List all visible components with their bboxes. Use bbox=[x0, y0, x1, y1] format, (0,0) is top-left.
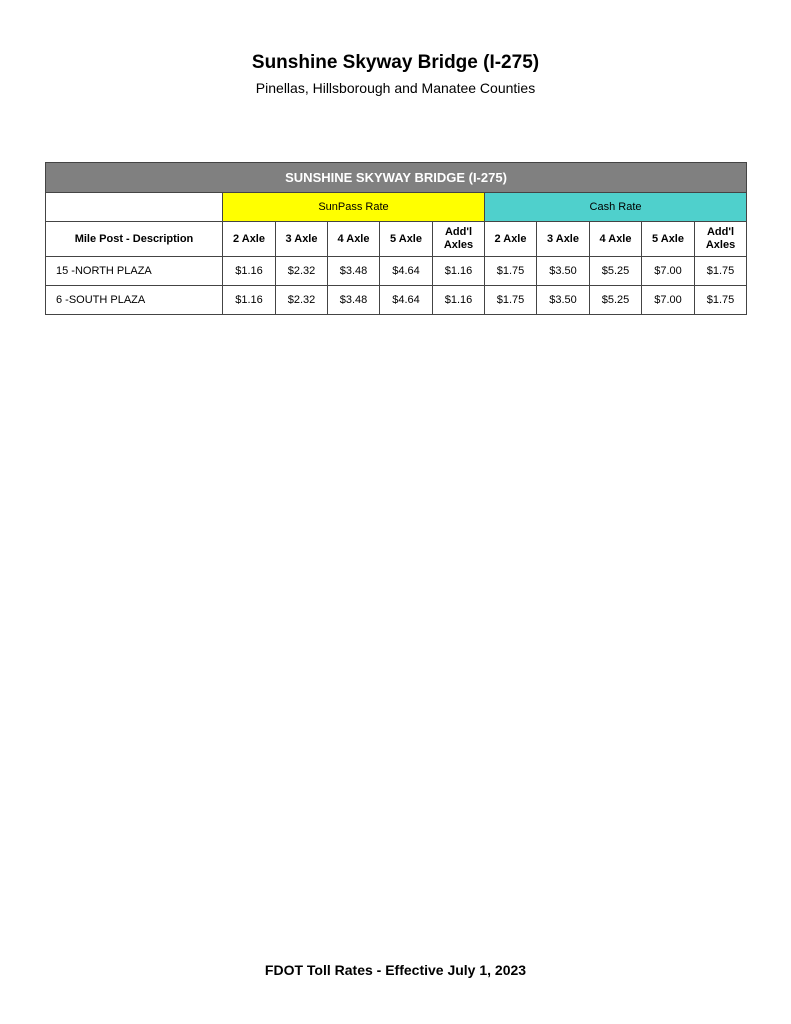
rate-group-row bbox=[46, 193, 747, 222]
sunpass-rate-cell: $1.16 bbox=[223, 286, 276, 315]
sunpass-rate-cell: $1.16 bbox=[223, 257, 276, 286]
sunpass-5-axle-header: 5 Axle bbox=[380, 222, 433, 257]
cash-2-axle-header: 2 Axle bbox=[485, 222, 537, 257]
page-subtitle: Pinellas, Hillsborough and Manatee Counties bbox=[255, 80, 536, 96]
sunpass-4-axle-header: 4 Axle bbox=[328, 222, 380, 257]
row-description: 15 -NORTH PLAZA bbox=[46, 257, 223, 286]
cash-5-axle-header: 5 Axle bbox=[642, 222, 695, 257]
footer-text: FDOT Toll Rates - Effective July 1, 2023 bbox=[264, 962, 527, 978]
cash-rate-cell: $5.25 bbox=[590, 286, 642, 315]
description-column-header: Mile Post - Description bbox=[46, 222, 223, 257]
page-title: Sunshine Skyway Bridge (I-275) bbox=[251, 52, 540, 73]
cash-4-axle-header: 4 Axle bbox=[590, 222, 642, 257]
sunpass-rate-cell: $1.16 bbox=[433, 257, 485, 286]
cash-rate-cell: $1.75 bbox=[695, 257, 747, 286]
column-header-row bbox=[46, 222, 747, 257]
table-row bbox=[46, 257, 747, 286]
cash-3-axle-header: 3 Axle bbox=[537, 222, 590, 257]
cash-addl-axles-header: Add'l Axles bbox=[695, 222, 747, 257]
sunpass-rate-cell: $2.32 bbox=[276, 257, 328, 286]
table-row bbox=[46, 286, 747, 315]
cash-rate-header: Cash Rate bbox=[485, 193, 747, 222]
cash-rate-cell: $5.25 bbox=[590, 257, 642, 286]
cash-rate-cell: $1.75 bbox=[695, 286, 747, 315]
sunpass-addl-axles-header: Add'l Axles bbox=[433, 222, 485, 257]
blank-cell bbox=[46, 193, 223, 222]
sunpass-3-axle-header: 3 Axle bbox=[276, 222, 328, 257]
cash-rate-cell: $1.75 bbox=[485, 257, 537, 286]
cash-rate-cell: $3.50 bbox=[537, 286, 590, 315]
sunpass-rate-cell: $3.48 bbox=[328, 257, 380, 286]
sunpass-rate-cell: $2.32 bbox=[276, 286, 328, 315]
table-banner: SUNSHINE SKYWAY BRIDGE (I-275) bbox=[46, 163, 747, 193]
cash-rate-cell: $1.75 bbox=[485, 286, 537, 315]
cash-rate-cell: $7.00 bbox=[642, 257, 695, 286]
sunpass-2-axle-header: 2 Axle bbox=[223, 222, 276, 257]
sunpass-rate-cell: $1.16 bbox=[433, 286, 485, 315]
toll-rate-table bbox=[45, 162, 747, 315]
sunpass-rate-cell: $4.64 bbox=[380, 286, 433, 315]
cash-rate-cell: $3.50 bbox=[537, 257, 590, 286]
sunpass-rate-cell: $4.64 bbox=[380, 257, 433, 286]
sunpass-rate-header: SunPass Rate bbox=[223, 193, 485, 222]
row-description: 6 -SOUTH PLAZA bbox=[46, 286, 223, 315]
sunpass-rate-cell: $3.48 bbox=[328, 286, 380, 315]
table-banner-row bbox=[46, 163, 747, 193]
cash-rate-cell: $7.00 bbox=[642, 286, 695, 315]
